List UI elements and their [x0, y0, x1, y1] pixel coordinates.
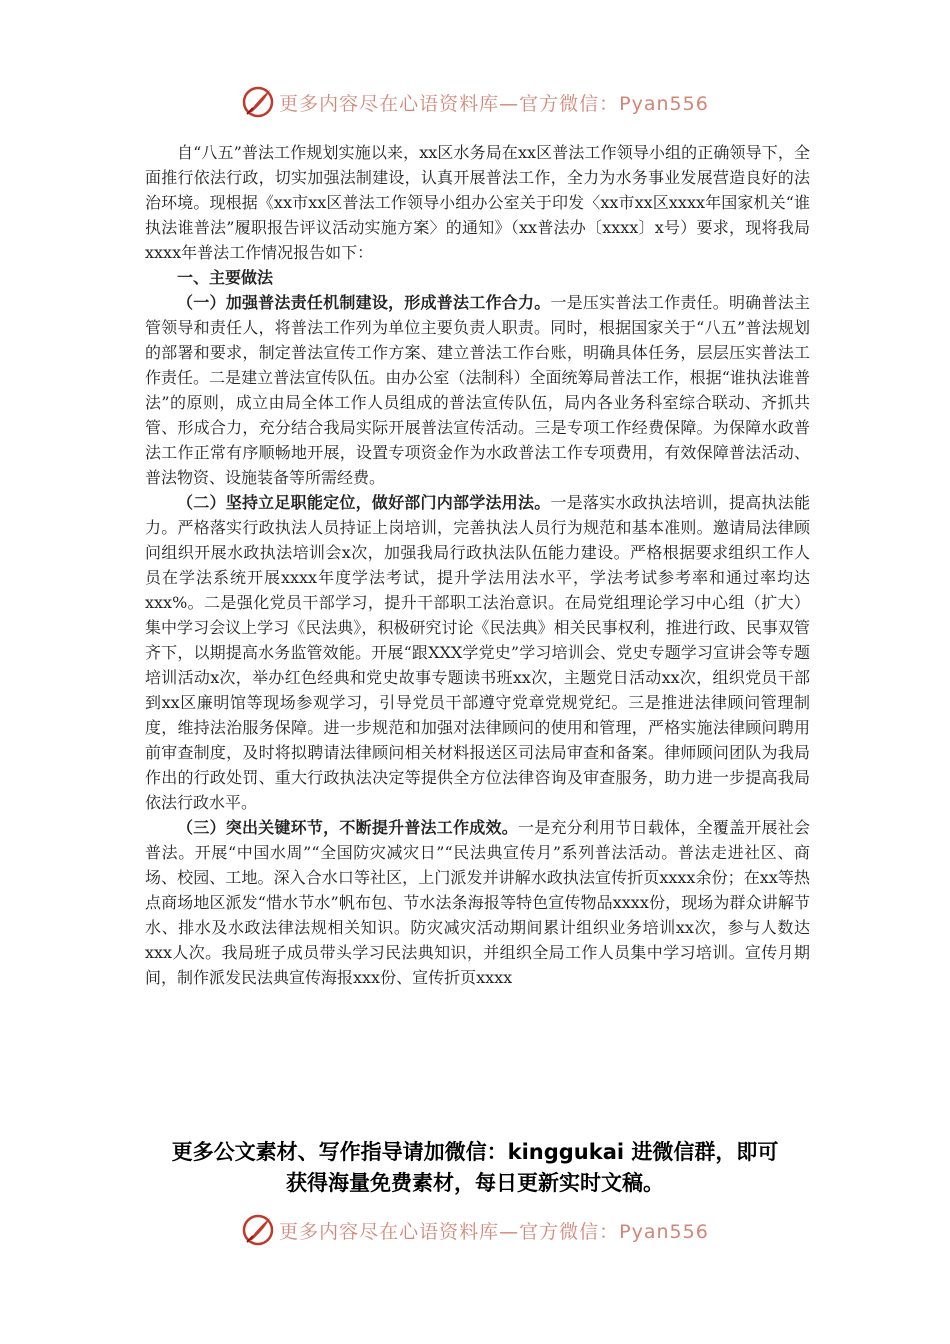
item-heading-3: （三）突出关键环节，不断提升普法工作成效。 — [177, 818, 518, 837]
promo-banner — [0, 1137, 950, 1199]
quill-logo-icon — [241, 85, 275, 119]
item-paragraph-2 — [145, 490, 810, 815]
item-heading-1: （一）加强普法责任机制建设，形成普法工作合力。 — [177, 293, 551, 312]
intro-paragraph: 自“八五”普法工作规划实施以来，xx区水务局在xx区普法工作领导小组的正确领导下，全面推行依法行政，切实加强法制建设，认真开展普法工作，全力为水务事业发展营造良好的法治环境。现根据《xx市xx区普法工作领导小组办公室关于印发〈xx市xx区xxxx年国家机关“谁执法谁普法”履职报告评议活动实施方案〉的通知》（xx普法办〔xxxx〕x号）要求，现将我局xxxx年普法工作情况报告如下： — [145, 143, 810, 262]
item-text-2: 一是落实水政执法培训，提高执法能力。严格落实行政执法人员持证上岗培训，完善执法人员行为规范和基本准则。邀请局法律顾问组织开展水政执法培训会x次，加强我局行政执法队伍能力建设。严格根据要求组织工作人员在学法系统开展xxxx年度学法考试，提升学法用法水平，学法考试参考率和通过率均达xxx%。二是强化党员干部学习，提升干部职工法治意识。在局党组理论学习中心组（扩大）集中学习会议上学习《民法典》，积极研究讨论《民法典》相关民事权利，推进行政、民事双管齐下，以期提高水务监管效能。开展“跟XXX学党史”学习培训会、党史专题学习宣讲会等专题培训活动x次，举办红色经典和党史故事专题读书班xx次，主题党日活动xx次，组织党员干部到xx区廉明馆等现场参观学习，引导党员干部遵守党章党规党纪。三是推进法律顾问管理制度，维持法治服务保障。进一步规范和加强对法律顾问的使用和管理，严格实施法律顾问聘用前审查制度，及时将拟聘请法律顾问相关材料报送区司法局审查和备案。律师顾问团队为我局作出的行政处罚、重大行政执法决定等提供全方位法律咨询及审查服务，助力进一步提高我局依法行政水平。 — [145, 493, 810, 812]
watermark-text: 更多内容尽在心语资料库—官方微信：Pyan556 — [279, 92, 709, 115]
item-paragraph-1 — [145, 290, 810, 490]
watermark-text: 更多内容尽在心语资料库—官方微信：Pyan556 — [279, 1220, 709, 1243]
promo-line-1: 更多公文素材、写作指导请加微信：kinggukai 进微信群，即可 — [171, 1140, 779, 1164]
promo-line-2: 获得海量免费素材，每日更新实时文稿。 — [286, 1171, 664, 1195]
item-paragraph-3 — [145, 815, 810, 990]
footer-watermark — [0, 1210, 950, 1250]
item-text-3: 一是充分利用节日载体，全覆盖开展社会普法。开展“中国水周”“全国防灾减灾日”“民法典宣传月”系列普法活动。普法走进社区、商场、校园、工地。深入合水口等社区，上门派发并讲解水政执法宣传折页xxxx余份；在xx等热点商场地区派发“惜水节水”帆布包、节水法条海报等特色宣传物品xxxx份，现场为群众讲解节水、排水及水政法律法规相关知识。防灾减灾活动期间累计组织业务培训xx次，参与人数达xxx人次。我局班子成员带头学习民法典知识，并组织全局工作人员集中学习培训。宣传月期间，制作派发民法典宣传海报xxx份、宣传折页xxxx — [145, 818, 810, 987]
section-heading: 一、主要做法 — [177, 268, 274, 287]
document-body — [145, 140, 810, 990]
item-heading-2: （二）坚持立足职能定位，做好部门内部学法用法。 — [177, 493, 551, 512]
quill-logo-icon — [241, 1213, 275, 1247]
header-watermark — [0, 82, 950, 122]
item-text-1: 一是压实普法工作责任。明确普法主管领导和责任人，将普法工作列为单位主要负责人职责。同时，根据国家关于“八五”普法规划的部署和要求，制定普法宣传工作方案、建立普法工作台账，明确具体任务，层层压实普法工作责任。二是建立普法宣传队伍。由办公室（法制科）全面统筹局普法工作，根据“谁执法谁普法”的原则，成立由局全体工作人员组成的普法宣传队伍，局内各业务科室综合联动、齐抓共管、形成合力，充分结合我局实际开展普法宣传活动。三是专项工作经费保障。为保障水政普法工作正常有序顺畅地开展，设置专项资金作为水政普法工作专项费用，有效保障普法活动、普法物资、设施装备等所需经费。 — [145, 293, 810, 487]
